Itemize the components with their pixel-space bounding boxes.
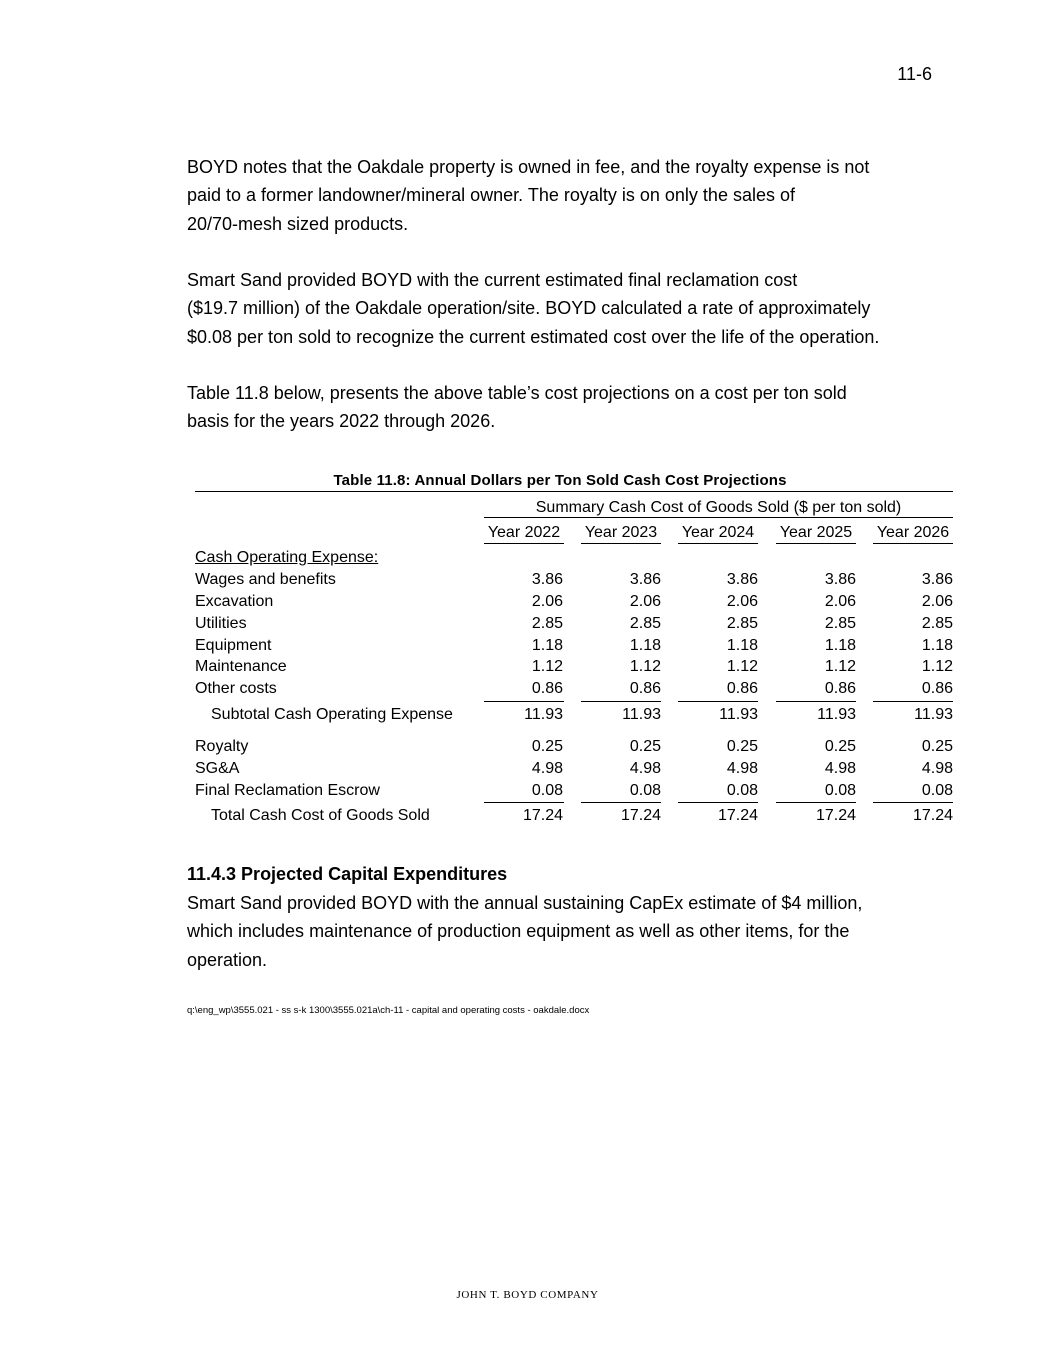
subtotal-rule [873,701,953,702]
table-row-label: Final Reclamation Escrow [195,782,380,799]
column-header-year: Year 2023 [584,524,658,541]
table-row-label: Royalty [195,738,249,755]
paragraph-reclamation-cost [187,266,927,351]
section-heading: 11.4.3 Projected Capital Expenditures [187,864,508,884]
paragraph-table-intro [187,379,927,436]
table-cell-value: 0.25 [531,738,563,755]
column-header-year: Year 2025 [779,524,853,541]
table-row-label: Utilities [195,615,247,632]
paragraph-line: Smart Sand provided BOYD with the annual sustaining CapEx estimate of $4 million, [187,893,863,913]
table-cell-value: 3.86 [921,571,953,588]
table-cell-value: 1.18 [921,637,953,654]
table-cell-value: 1.12 [726,658,758,675]
table-cell-value: 17.24 [620,807,661,824]
table-cell-value: 1.12 [921,658,953,675]
table-cell-value: 2.06 [629,593,661,610]
table-cell-value: 0.25 [921,738,953,755]
table-cell-value: 11.93 [719,706,758,723]
table-cell-value: 2.06 [921,593,953,610]
table-cell-value: 3.86 [629,571,661,588]
column-header-underline [581,543,661,544]
table-cell-value: 2.06 [726,593,758,610]
paragraph-line: $0.08 per ton sold to recognize the current estimated cost over the life of the operation. [187,326,880,347]
table-cell-value: 0.86 [629,680,661,697]
table-cell-value: 11.93 [817,706,856,723]
table-cell-value: 1.12 [629,658,661,675]
column-header-year: Year 2024 [681,524,755,541]
table-cell-value: 1.18 [629,637,661,654]
subtotal-rule [776,701,856,702]
page-number: 11-6 [897,64,932,84]
table-cell-value: 1.18 [726,637,758,654]
table-row-label: Wages and benefits [195,571,336,588]
subtotal-rule [581,701,661,702]
table-row-label: Excavation [195,593,274,610]
table-cell-value: 2.06 [531,593,563,610]
total-rule [873,802,953,803]
total-row-label: Total Cash Cost of Goods Sold [211,807,430,824]
table-cell-value: 17.24 [815,807,856,824]
table-cell-value: 2.06 [824,593,856,610]
paragraph-capex [187,889,927,974]
table-cell-value: 11.93 [914,706,953,723]
paragraph-line: Smart Sand provided BOYD with the current estimated final reclamation cost [187,270,798,290]
table-cell-value: 0.08 [629,782,661,799]
table-cell-value: 0.08 [726,782,758,799]
table-cell-value: 4.98 [531,760,563,777]
column-header-year: Year 2026 [876,524,950,541]
table-cell-value: 17.24 [912,807,953,824]
paragraph-line: basis for the years 2022 through 2026. [187,411,496,432]
total-rule [484,802,564,803]
paragraph-line: Table 11.8 below, presents the above table’s cost projections on a cost per ton sold [187,383,847,403]
table-row-label: Maintenance [195,658,287,675]
column-header-underline [776,543,856,544]
paragraph-royalty-note [187,153,927,238]
total-rule [776,802,856,803]
table-cell-value: 0.08 [824,782,856,799]
paragraph-line: which includes maintenance of production equipment as well as other items, for the [187,921,850,942]
table-cell-value: 3.86 [531,571,563,588]
table-cell-value: 17.24 [717,807,758,824]
table-cell-value: 4.98 [824,760,856,777]
paragraph-line: BOYD notes that the Oakdale property is owned in fee, and the royalty expense is not [187,157,870,177]
column-header-underline [678,543,758,544]
company-footer: JOHN T. BOYD COMPANY [456,1289,599,1301]
table-cell-value: 2.85 [531,615,563,632]
table-cell-value: 0.86 [824,680,856,697]
subtotal-rule [678,701,758,702]
subtotal-row-label: Subtotal Cash Operating Expense [211,706,453,723]
table-row-label: SG&A [195,760,240,777]
group-header-rule [484,517,953,518]
table-cell-value: 2.85 [824,615,856,632]
table-cell-value: 11.93 [622,706,661,723]
paragraph-line: operation. [187,949,268,970]
file-path: q:\eng_wp\3555.021 - ss s-k 1300\3555.021a\ch-11 - capital and operating costs - oakdale.docx [187,1005,590,1016]
subtotal-rule [484,701,564,702]
table-cell-value: 0.08 [531,782,563,799]
table-cell-value: 0.86 [921,680,953,697]
table-cell-value: 0.25 [726,738,758,755]
table-cell-value: 3.86 [726,571,758,588]
table-section-label: Cash Operating Expense: [195,549,379,566]
table-cell-value: 1.18 [824,637,856,654]
table-row-label: Equipment [195,637,272,654]
paragraph-line: 20/70-mesh sized products. [187,213,409,234]
table-cell-value: 0.86 [531,680,563,697]
table-cell-value: 4.98 [921,760,953,777]
paragraph-line: ($19.7 million) of the Oakdale operation/site. BOYD calculated a rate of approximately [187,298,871,319]
table-cell-value: 3.86 [824,571,856,588]
table-cell-value: 4.98 [726,760,758,777]
column-header-underline [484,543,564,544]
table-cell-value: 4.98 [629,760,661,777]
table-cell-value: 17.24 [522,807,563,824]
table-top-rule [195,491,953,492]
table-cell-value: 2.85 [726,615,758,632]
column-header-underline [873,543,953,544]
table-cell-value: 1.12 [824,658,856,675]
total-rule [581,802,661,803]
table-cell-value: 11.93 [524,706,563,723]
table-cell-value: 0.25 [629,738,661,755]
table-cell-value: 0.25 [824,738,856,755]
paragraph-line: paid to a former landowner/mineral owner. The royalty is on only the sales of [187,185,795,206]
column-header-year: Year 2022 [487,524,561,541]
table-cell-value: 2.85 [921,615,953,632]
table-cell-value: 1.12 [531,658,563,675]
table-cell-value: 1.18 [531,637,563,654]
table-cell-value: 0.08 [921,782,953,799]
table-title: Table 11.8: Annual Dollars per Ton Sold Cash Cost Projections [333,472,787,489]
table-cell-value: 2.85 [629,615,661,632]
table-group-header: Summary Cash Cost of Goods Sold ($ per ton sold) [535,499,902,516]
table-cell-value: 0.86 [726,680,758,697]
table-row-label: Other costs [195,680,277,697]
total-rule [678,802,758,803]
